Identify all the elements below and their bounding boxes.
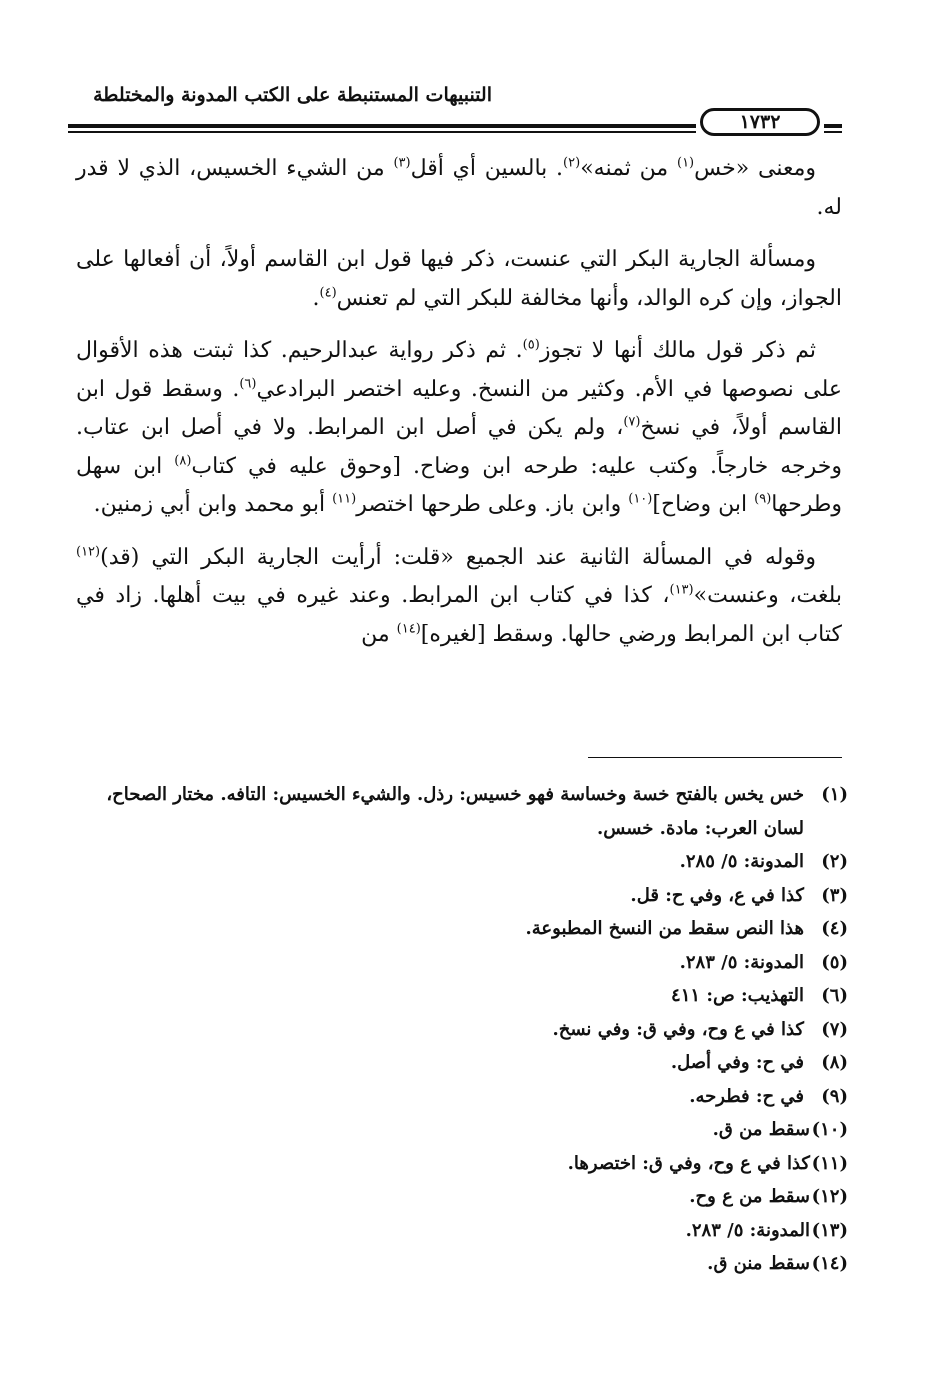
footnote-text: كذا في ع وح، وفي ق: وفي نسخ. xyxy=(552,1018,804,1040)
running-header-title: التنبيهات المستنبطة على الكتب المدونة والمختلطة xyxy=(93,84,492,106)
footnote-ref: (١١) xyxy=(332,491,357,507)
footnote-ref: (٩) xyxy=(754,491,772,507)
footnote-item xyxy=(76,1046,848,1080)
footnote-number: (٣) xyxy=(821,884,848,906)
text-run: من xyxy=(361,621,397,647)
footnote-item xyxy=(76,1180,848,1214)
text-run: من ثمنه» xyxy=(580,156,677,181)
footnote-ref: (١٠) xyxy=(628,491,653,507)
footnote-separator xyxy=(588,757,842,758)
footnote-item xyxy=(76,979,848,1013)
text-run: ومعنى «خس xyxy=(694,156,816,181)
footnote-number: (١) xyxy=(821,784,848,805)
footnote-number: (٩) xyxy=(821,1085,848,1107)
footnote-text: في ح: وفي أصل. xyxy=(670,1052,804,1073)
text-run: ابن سهل وطرحها xyxy=(76,453,842,517)
footnote-item xyxy=(76,1013,848,1047)
text-run: وابن باز. وعلى طرحها اختصر xyxy=(356,492,629,517)
footnote-item xyxy=(76,845,848,879)
main-text xyxy=(76,150,842,668)
footnotes-list xyxy=(76,778,848,1281)
footnote-number: (١٤) xyxy=(811,1253,848,1274)
paragraph-2 xyxy=(76,241,842,318)
text-run: . وسقط قول ابن القاسم أولاً، في نسخ xyxy=(76,376,842,440)
footnote-number: (١٢) xyxy=(811,1186,848,1207)
footnote-ref: (١) xyxy=(676,155,695,171)
footnote-text: هذا النص سقط من النسخ المطبوعة. xyxy=(525,918,804,939)
header-rule-thin xyxy=(68,131,696,133)
footnote-text: في ح: فطرحه. xyxy=(689,1085,804,1107)
footnote-ref: (٢) xyxy=(563,155,581,171)
footnote-ref: (٥) xyxy=(522,337,540,353)
header-rule-right xyxy=(824,124,842,128)
footnote-number: (٦) xyxy=(821,985,848,1006)
footnote-item xyxy=(76,912,848,946)
footnote-ref: (٦) xyxy=(239,376,257,392)
header-rule-right-thin xyxy=(824,131,842,133)
footnote-item xyxy=(76,1247,848,1281)
footnote-ref: (٨) xyxy=(174,453,192,469)
text-run: أبو محمد وابن أبي زمنين. xyxy=(93,492,333,517)
footnote-ref: (١٢) xyxy=(76,544,101,560)
footnote-number: (٧) xyxy=(821,1018,848,1040)
footnote-number: (١٠) xyxy=(811,1119,848,1140)
footnote-item xyxy=(76,1147,848,1181)
footnote-item xyxy=(76,1113,848,1147)
footnote-ref: (٣) xyxy=(393,155,411,171)
text-run: ومسألة الجارية البكر التي عنست، ذكر فيها قول ابن القاسم أولاً، أن أفعالها على الجواز، وإن كره الوالد، وأنها مخالفة للبكر التي لم تعنس xyxy=(76,247,842,311)
text-run: وقوله في المسألة الثانية عند الجميع «قلت: أرأيت الجارية البكر التي (قد) xyxy=(100,544,816,570)
footnote-number: (٨) xyxy=(821,1052,848,1073)
footnote-number: (١١) xyxy=(811,1152,848,1174)
footnote-item xyxy=(76,778,848,845)
footnote-ref: (١٤) xyxy=(396,621,421,637)
text-run: ، كذا في كتاب ابن المرابط. وعند غيره في بيت أهلها. زاد في كتاب ابن المرابط ورضي حالها. وسقط [لغيره] xyxy=(76,583,842,647)
text-run: . xyxy=(312,285,320,311)
footnote-text: التهذيب: ص: ٤١١ xyxy=(671,985,804,1006)
header-rule xyxy=(68,124,696,128)
footnote-text: كذا في ع، وفي ح: قل. xyxy=(630,884,804,906)
text-run: ثم ذكر قول مالك أنها لا تجوز xyxy=(539,338,816,363)
footnote-text: خس يخس بالفتح خسة وخساسة فهو خسيس: رذل. والشيء الخسيس: التافه. مختار الصحاح، لسان العرب: مادة. خسس. xyxy=(106,784,804,839)
paragraph-4 xyxy=(76,539,842,655)
footnote-item xyxy=(76,879,848,913)
footnote-number: (١٣) xyxy=(811,1219,848,1241)
paragraph-1 xyxy=(76,150,842,227)
footnote-number: (٢) xyxy=(821,851,848,872)
footnote-ref: (١٣) xyxy=(669,582,694,598)
text-run: بلغت، وعنست» xyxy=(693,583,843,608)
text-run: من الشيء الخسيس، الذي لا قدر له. xyxy=(76,156,842,220)
page-number: ١٧٣٢ xyxy=(700,108,820,136)
footnote-item xyxy=(76,1214,848,1248)
paragraph-3 xyxy=(76,332,842,525)
text-run: . بالسين أي أقل xyxy=(410,156,564,181)
text-run: ، ولم يكن في أصل ابن المرابط. ولا في أصل ابن عتاب. وخرجه خارجاً. وكتب عليه: طرحه ابن وضاح. [وحوق عليه في كتاب xyxy=(76,415,842,479)
footnote-text: كذا في ع وح، وفي ق: اختصرها. xyxy=(567,1152,810,1174)
footnote-number: (٤) xyxy=(821,918,848,939)
footnote-text: سقط منن ق. xyxy=(707,1253,810,1274)
footnote-text: سقط من ق. xyxy=(712,1119,810,1140)
footnote-text: سقط من ع وح. xyxy=(689,1186,810,1207)
footnote-text: المدونة: ٥/ ٢٨٣. xyxy=(679,951,804,973)
footnote-item xyxy=(76,1080,848,1114)
footnote-item xyxy=(76,946,848,980)
footnote-ref: (٤) xyxy=(319,285,337,301)
text-run: ابن وضاح] xyxy=(652,492,755,517)
text-run: . ثم ذكر رواية عبدالرحيم. كذا ثبتت هذه الأقوال على نصوصها في الأم. وكثير من النسخ. وعليه اختصر البرادعي xyxy=(76,338,842,402)
footnote-text: المدونة: ٥/ ٢٨٥. xyxy=(679,851,804,872)
footnote-text: المدونة: ٥/ ٢٨٣. xyxy=(685,1219,810,1241)
footnote-number: (٥) xyxy=(821,951,848,973)
footnote-ref: (٧) xyxy=(623,414,641,430)
